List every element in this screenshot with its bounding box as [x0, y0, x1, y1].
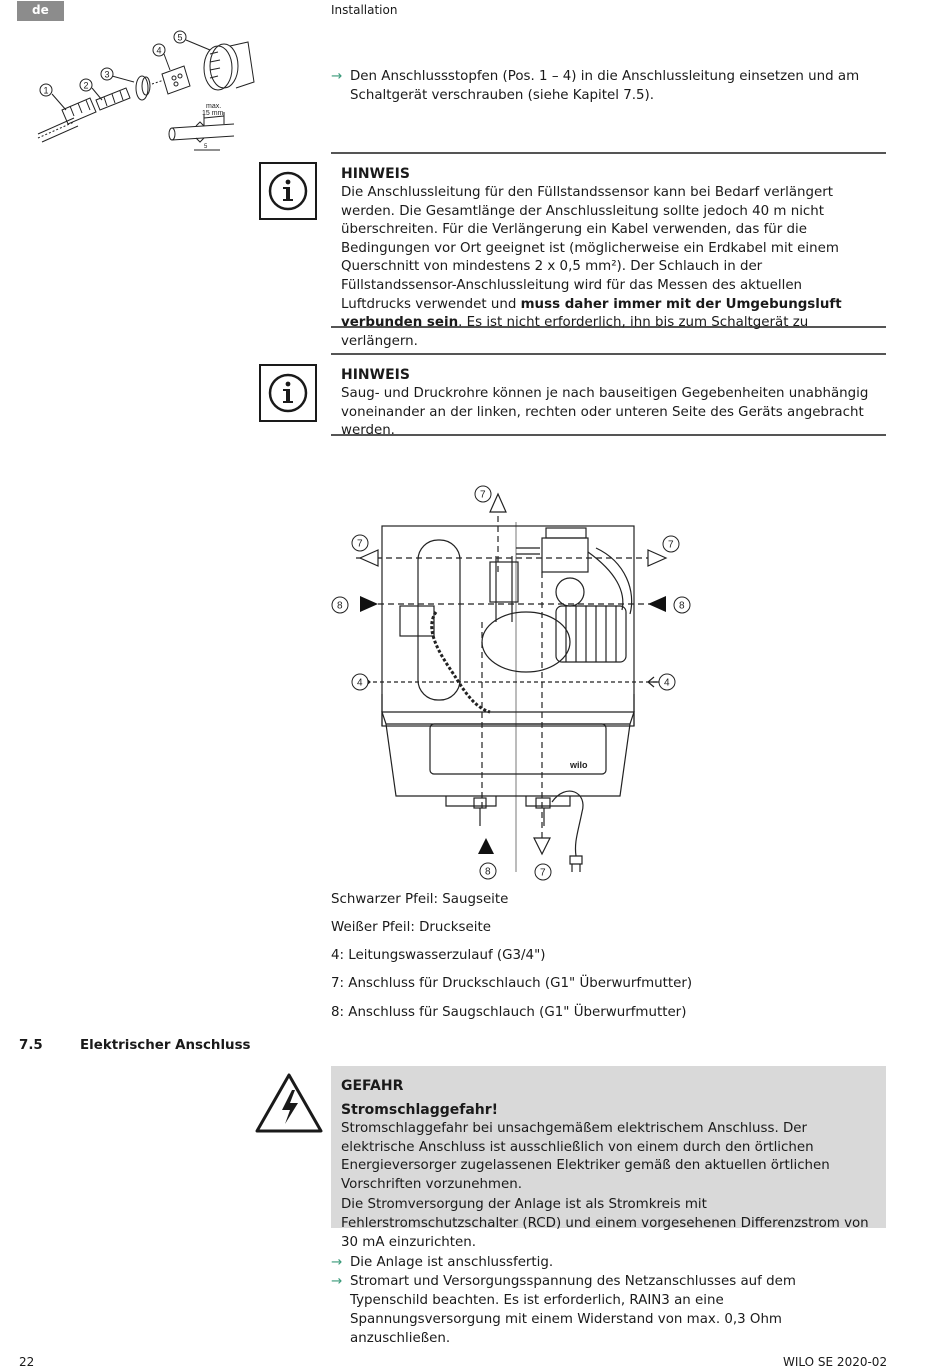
- arrow-right-icon: →: [331, 1255, 343, 1270]
- legend-item: 4: Leitungswasserzulauf (G3/4"): [331, 948, 546, 963]
- dim-15mm: 15 mm: [202, 110, 224, 117]
- step-insert-plug: [331, 67, 886, 105]
- callout-8-left: 8: [337, 600, 343, 612]
- legend-item: Schwarzer Pfeil: Saugseite: [331, 892, 509, 907]
- suction-arrow-left: [360, 596, 378, 612]
- part-label-4: 4: [156, 45, 162, 56]
- danger-text: Stromschlaggefahr bei unsachgemäßem elektrischem Anschluss. Der elektrische Anschluss ist ausschließlich von einem durch den örtlichen Energieversorger zugelassenen Elektriker gemäß den aktuellen örtlichen Vorschriften vorzunehmen.: [341, 1121, 830, 1192]
- running-header: Installation: [331, 3, 398, 17]
- suction-arrow-bottom: [478, 838, 494, 854]
- note-body: Saug- und Druckrohre können je nach bauseitigen Gegebenheiten unabhängig voneinander an der linken, rechten oder unteren Seite des Geräts angebracht werden.: [341, 386, 869, 439]
- part-label-2: 2: [83, 80, 89, 91]
- note-title: HINWEIS: [341, 166, 410, 182]
- callout-7-left: 7: [357, 538, 363, 550]
- footer-company: WILO SE 2020-02: [783, 1355, 888, 1369]
- language-badge: de: [17, 1, 64, 21]
- step-power-supply: [331, 1272, 871, 1348]
- callout-8-right: 8: [679, 600, 685, 612]
- arrow-right-icon: →: [331, 69, 343, 84]
- info-icon: [259, 162, 317, 220]
- arrow-right-icon: →: [331, 1274, 343, 1289]
- note-title: HINWEIS: [341, 367, 410, 383]
- danger-subtitle: Stromschlaggefahr!: [341, 1102, 499, 1118]
- callout-7-bottom: 7: [540, 867, 546, 879]
- callout-8-bottom: 8: [485, 866, 491, 878]
- section-number: 7.5: [19, 1038, 43, 1053]
- step-ready-text: Die Anlage ist anschlussfertig.: [350, 1255, 554, 1270]
- callout-4-right: 4: [664, 677, 670, 689]
- plug-exploded-figure: [34, 26, 258, 154]
- callout-4-left: 4: [357, 677, 363, 689]
- pressure-arrow-right: [648, 550, 666, 566]
- note-sensor-cable: [331, 152, 886, 349]
- note-pipe-sides: [331, 353, 886, 439]
- callout-7-top: 7: [480, 489, 486, 501]
- dim-max: max.: [206, 103, 222, 110]
- page-number: 22: [19, 1355, 35, 1369]
- pressure-arrow-bottom: [534, 838, 550, 854]
- danger-box: [331, 1066, 886, 1250]
- step-ready: [331, 1253, 886, 1272]
- unit-connection-figure: [326, 482, 696, 882]
- pressure-arrow-left: [360, 550, 378, 566]
- legend-item: Weißer Pfeil: Druckseite: [331, 920, 491, 935]
- part-label-5: 5: [177, 32, 183, 43]
- step-insert-plug-text: Den Anschlussstopfen (Pos. 1 – 4) in die Anschlussleitung einsetzen und am Schaltgerät verschrauben (siehe Kapitel 7.5).: [350, 69, 860, 103]
- note-body: Die Anschlussleitung für den Füllstandssensor kann bei Bedarf verlängert werden. Die Gesamtlänge der Anschlussleitung sollte jedoch 40 m nicht überschreiten. Für die Verlängerung ein Kabel verwenden, das für die Bedingungen vor Ort geeignet ist (möglicherweise ein Erdkabel mit einem Querschnitt von mindestens 2 x 0,5 mm²). Der Schlauch in der Füllstandssensor-Anschlussleitung wird für das Messen des aktuellen Luftdrucks verwendet und muss daher immer mit der Umgebungsluft verbunden sein. Es ist nicht erforderlich, ihn bis zum Schaltgerät zu verlängern.: [341, 185, 842, 349]
- info-icon: [259, 364, 317, 422]
- part-label-1: 1: [43, 85, 49, 96]
- pressure-arrow-top: [490, 494, 506, 512]
- legend-item: 8: Anschluss für Saugschlauch (G1" Überwurfmutter): [331, 1005, 687, 1020]
- part-label-3: 3: [104, 69, 110, 80]
- suction-arrow-right: [648, 596, 666, 612]
- electric-hazard-icon: [254, 1072, 324, 1134]
- danger-text: Die Stromversorgung der Anlage ist als Stromkreis mit Fehlerstromschutzschalter (RCD) und einem vorgesehenen Differenzstrom von 30 mA einzurichten.: [341, 1197, 869, 1250]
- brand-logo: wilo: [570, 760, 588, 770]
- dim-5: 5: [204, 144, 208, 150]
- callout-7-right: 7: [668, 539, 674, 551]
- legend-item: 7: Anschluss für Druckschlauch (G1" Überwurfmutter): [331, 976, 693, 991]
- section-title: Elektrischer Anschluss: [80, 1038, 251, 1053]
- note-emphasis: muss daher immer mit der Umgebungsluft verbunden sein: [341, 296, 842, 331]
- step-power-supply-text: Stromart und Versorgungsspannung des Netzanschlusses auf dem Typenschild beachten. Es ist erforderlich, RAIN3 an eine Spannungsversorgung mit einem Widerstand von max. 0,3 Ohm anzuschließen.: [350, 1274, 796, 1346]
- danger-title: GEFAHR: [341, 1078, 404, 1094]
